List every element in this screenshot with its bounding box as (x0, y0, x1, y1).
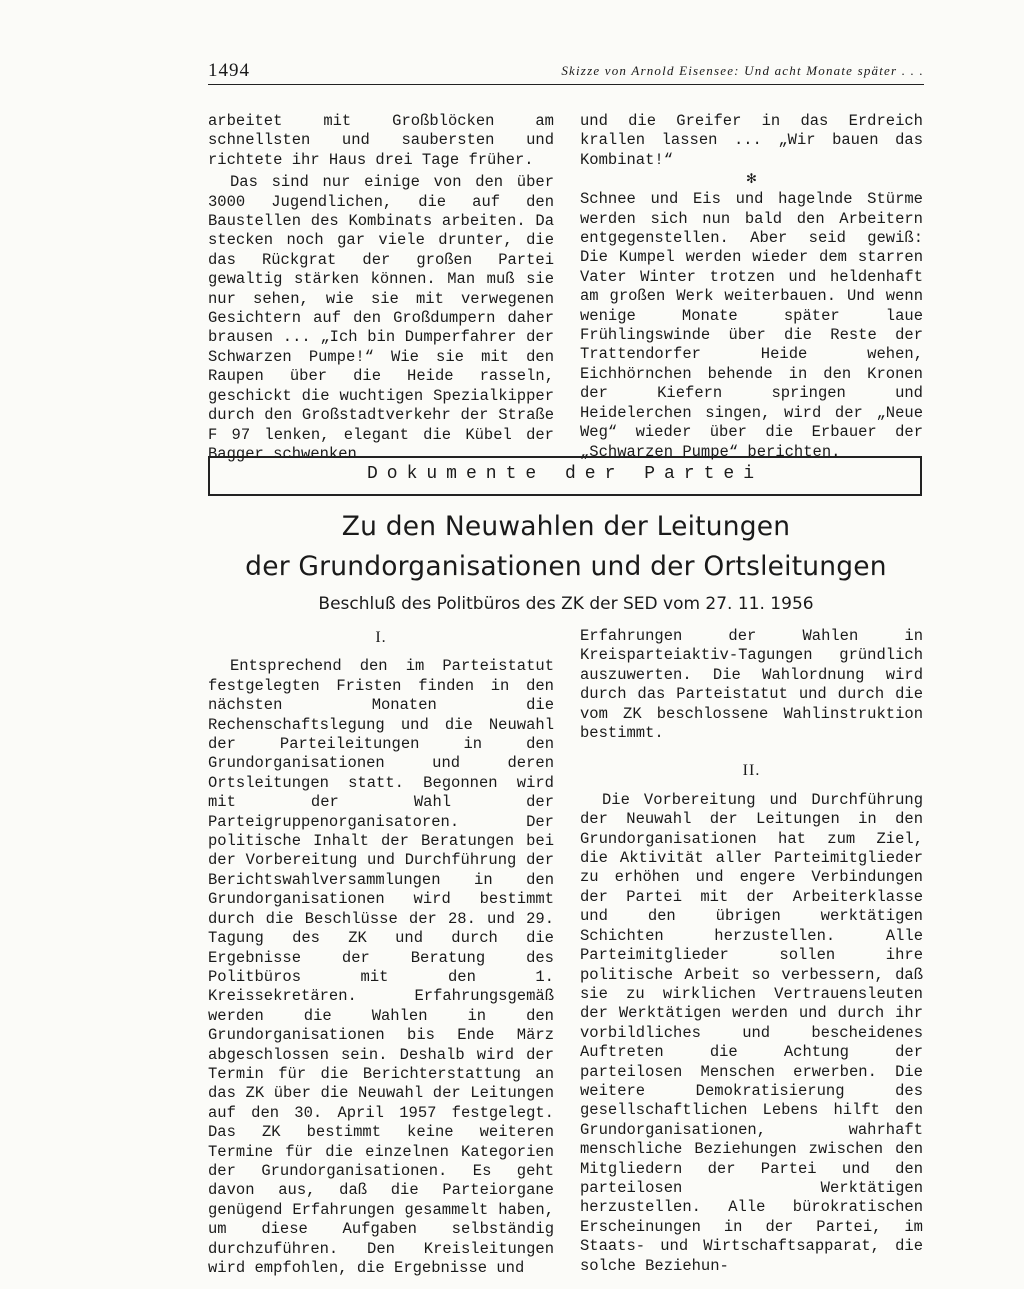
resolution-column-left (208, 628, 554, 1278)
headline-line-2: der Grundorganisationen und der Ortsleitungen (245, 551, 887, 582)
headline-line-1: Zu den Neuwahlen der Leitungen (341, 511, 791, 542)
resolution-paragraph: Die Vorbereitung und Durchführung der Neuwahl der Leitungen in den Grundorganisationen hat zum Ziel, die Aktivität aller Parteimitglieder zu erhöhen und engere Verbindungen der Partei mit der Arbeiterklasse und den übrigen werktätigen Schichten herzustellen. Alle Parteimitglieder sollen ihre politische Arbeit so verbessern, daß sie zu wirklichen Vertrauensleuten der Werktätigen werden und durch ihr vorbildliches und bescheidenes Auftreten die Achtung der parteilosen Menschen erwerben. Die weitere Demokratisierung des gesellschaftlichen Lebens hilft den Grundorganisationen, wahrhaft menschliche Beziehungen zwischen den Mitgliedern der Partei und den parteilosen Werktätigen herzustellen. Alle bürokratischen Erscheinungen in der Partei, im Staats- und Wirtschaftsapparat, die solche Beziehun- (580, 790, 923, 1275)
part-heading-1: I. (375, 629, 387, 646)
subheadline: Beschluß des Politbüros des ZK der SED vom 27. 11. 1956 (318, 594, 814, 614)
resolution-paragraph: Entsprechend den im Parteistatut festgelegten Fristen finden in den nächsten Monaten die Rechenschaftslegung und die Neuwahl der Parteileitungen in den Grundorganisationen und deren Ortsleitungen statt. Begonnen wird mit der Wahl der Parteigruppenorganisatoren. Der politische Inhalt der Beratungen bei der Vorbereitung und Durchführung der Berichtswahlversammlungen in den Grundorganisationen wird bestimmt durch die Beschlüsse der 28. und 29. Tagung des ZK und durch die Ergebnisse der Beratung des Politbüros mit den 1. Kreissekretären. Erfahrungsgemäß werden die Wahlen in den Grundorganisationen bis Ende März abgeschlossen sein. Deshalb wird der Termin für die Berichterstattung an das ZK über die Neuwahl der Leitungen auf den 30. April 1957 festgelegt. Das ZK bestimmt keine weiteren Termine für die einzelnen Kategorien der Grundorganisationen. Es geht davon aus, daß die Parteiorgane genügend Erfahrungen gesammelt haben, um diese Aufgaben selbständig durchzuführen. Den Kreisleitungen wird empfohlen, die Ergebnisse und (208, 657, 554, 1277)
running-title: Skizze von Arnold Eisensee: Und acht Monate später . . . (561, 63, 924, 78)
article-column-right (580, 112, 923, 462)
page-number: 1494 (208, 60, 250, 81)
section-banner-label: Dokumente der Partei (366, 464, 764, 484)
running-header (208, 60, 924, 86)
section-banner (208, 456, 922, 496)
article-column-left (208, 112, 554, 464)
header-rule (208, 84, 924, 85)
resolution-paragraph: Erfahrungen der Wahlen in Kreisparteiaktiv-Tagungen gründlich auszuwerten. Die Wahlordnung wird durch das Parteistatut und durch die vom ZK beschlossene Wahlinstruktion bestimmt. (580, 627, 923, 743)
section-separator-star: ✻ (746, 170, 757, 189)
article-paragraph: Das sind nur einige von den über 3000 Jugendlichen, die auf den Baustellen des Kombinats arbeiten. Da stecken noch gar viele drunter, die das Rückgrat der großen Partei gewaltig stärken können. Man muß sie nur sehen, wie sie mit verwegenen Gesichtern auf den Großdumpern daher brausen ... „Ich bin Dumperfahrer der Schwarzen Pumpe!“ Wie sie mit den Raupen über die Heide rasseln, geschickt die wuchtigen Spezialkipper durch den Großstadtverkehr der Straße F 97 lenken, elegant die Kübel der Bagger schwenken (208, 173, 554, 463)
resolution-column-right (580, 627, 923, 1276)
article-paragraph: und die Greifer in das Erdreich krallen lassen ... „Wir bauen das Kombinat!“ (580, 112, 923, 169)
article-paragraph: Schnee und Eis und hagelnde Stürme werden sich nun bald den Arbeitern entgegenstellen. Aber seid gewiß: Die Kumpel werden wieder dem starren Vater Winter trotzen und heldenhaft am großen Werk weiterbauen. Und wenn wenige Monate später laue Frühlingswinde über die Reste der Trattendorfer Heide wehen, Eichhörnchen behende in den Kronen der Kiefern springen und Heidelerchen singen, wird der „Neue Weg“ wieder über die Erbauer der „Schwarzen Pumpe“ berichten. (580, 190, 923, 461)
article-paragraph: arbeitet mit Großblöcken am schnellsten und saubersten und richtete ihr Haus drei Tage früher. (208, 112, 554, 169)
part-heading-2: II. (742, 762, 761, 780)
